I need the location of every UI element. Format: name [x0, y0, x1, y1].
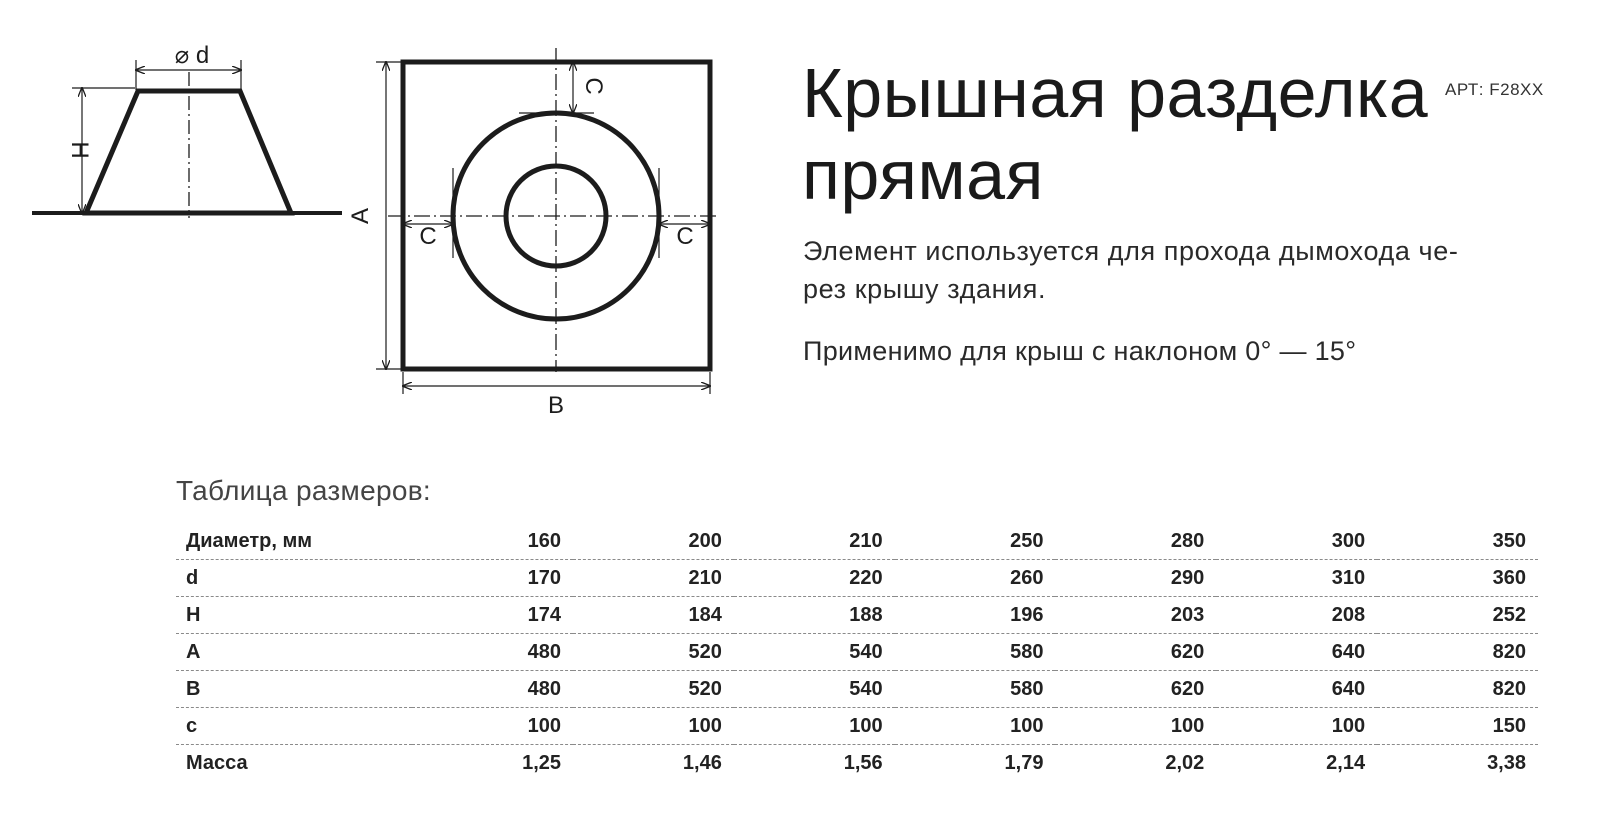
table-cell: 820 [1377, 671, 1538, 708]
table-cell: 174 [412, 597, 573, 634]
gap-top-label: C [580, 77, 607, 95]
size-table [176, 523, 1538, 781]
side-b-label: B [547, 392, 565, 419]
table-cell: 280 [1055, 523, 1216, 560]
table-cell: 2,02 [1165, 751, 1205, 774]
description-line-2: рез крышу здания. [803, 274, 1047, 304]
table-cell: 480 [412, 671, 573, 708]
table-cell: 580 [895, 634, 1056, 671]
table-cell: 210 [573, 560, 734, 597]
table-row [176, 671, 1538, 708]
table-row [176, 597, 1538, 634]
table-cell: 250 [895, 523, 1056, 560]
row-label: A [176, 634, 412, 671]
table-cell: 540 [734, 671, 895, 708]
table-cell: 360 [1377, 560, 1538, 597]
table-caption: Таблица размеров: [176, 475, 431, 506]
table-cell: 290 [1055, 560, 1216, 597]
article-number: АРТ: F28XX [1445, 80, 1544, 99]
table-cell: 100 [1216, 708, 1377, 745]
table-cell: 620 [1055, 634, 1216, 671]
table-row [176, 708, 1538, 745]
table-row [176, 634, 1538, 671]
height-label: H [66, 141, 93, 159]
side-a-label: A [347, 207, 374, 225]
slope-note: Применимо для крыш с наклоном 0° — 15° [803, 336, 1357, 366]
product-description [803, 232, 1573, 308]
table-cell: 208 [1216, 597, 1377, 634]
table-row [176, 560, 1538, 597]
table-cell: 520 [573, 671, 734, 708]
row-label: H [176, 597, 412, 634]
table-row [176, 745, 1538, 782]
plan-view [347, 48, 718, 419]
table-cell: 150 [1377, 708, 1538, 745]
table-cell: 300 [1216, 523, 1377, 560]
table-cell: 1,79 [1004, 751, 1044, 774]
title-line-1: Крышная разделка [802, 54, 1429, 132]
table-cell: 520 [573, 634, 734, 671]
table-cell: 480 [412, 634, 573, 671]
table-row [176, 523, 1538, 560]
table-cell: 580 [895, 671, 1056, 708]
product-title [802, 52, 1428, 216]
table-cell: 100 [734, 708, 895, 745]
table-cell: 100 [412, 708, 573, 745]
table-cell: 196 [895, 597, 1056, 634]
table-cell: 210 [734, 523, 895, 560]
table-cell: 220 [734, 560, 895, 597]
table-cell: 200 [573, 523, 734, 560]
table-cell: 3,38 [1487, 751, 1526, 774]
table-cell: 184 [573, 597, 734, 634]
table-cell: 820 [1377, 634, 1538, 671]
table-cell: 100 [573, 708, 734, 745]
title-line-2: прямая [802, 136, 1044, 214]
technical-drawing [0, 0, 740, 440]
table-cell: 540 [734, 634, 895, 671]
table-cell: 620 [1055, 671, 1216, 708]
diameter-label: ⌀ d [174, 42, 210, 69]
row-label: c [176, 708, 412, 745]
side-view [32, 42, 342, 218]
gap-right-label: C [676, 223, 694, 250]
table-cell: 640 [1216, 634, 1377, 671]
table-cell: 1,56 [843, 751, 883, 774]
table-cell: 260 [895, 560, 1056, 597]
table-cell: 640 [1216, 671, 1377, 708]
table-cell: 203 [1055, 597, 1216, 634]
table-cell: 310 [1216, 560, 1377, 597]
table-cell: 2,14 [1326, 751, 1366, 774]
row-label: d [176, 560, 412, 597]
table-cell: 350 [1377, 523, 1538, 560]
gap-left-label: C [419, 223, 437, 250]
table-cell: 188 [734, 597, 895, 634]
table-cell: 1,46 [682, 751, 722, 774]
table-cell: 170 [412, 560, 573, 597]
table-cell: 1,25 [522, 751, 562, 774]
table-cell: 252 [1377, 597, 1538, 634]
row-label: Масса [186, 751, 248, 774]
description-line-1: Элемент используется для прохода дымохода че- [803, 236, 1459, 266]
row-label: B [176, 671, 412, 708]
row-label: Диаметр, мм [176, 523, 412, 560]
table-cell: 160 [412, 523, 573, 560]
table-cell: 100 [1055, 708, 1216, 745]
table-cell: 100 [895, 708, 1056, 745]
